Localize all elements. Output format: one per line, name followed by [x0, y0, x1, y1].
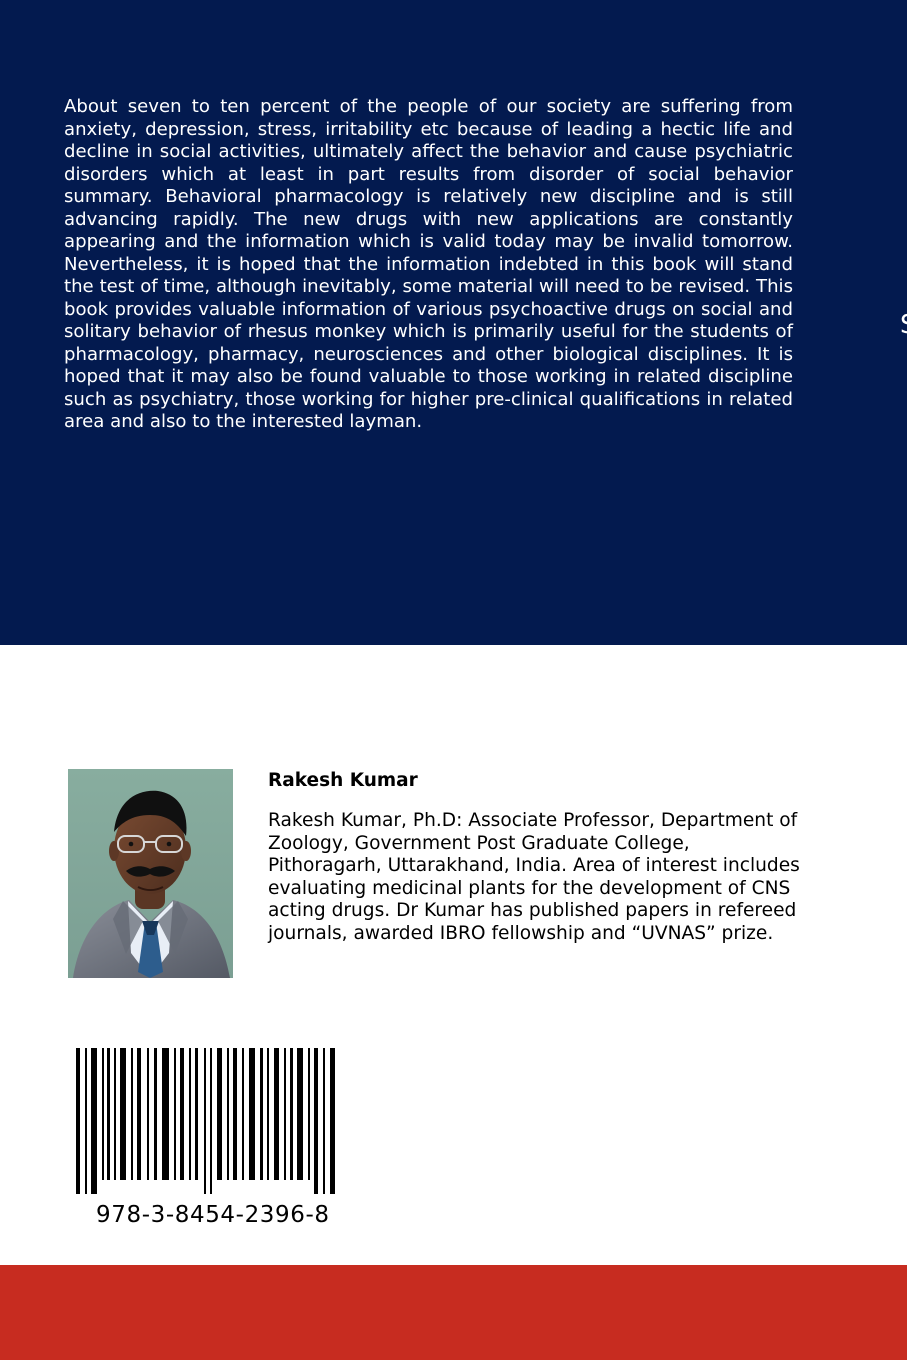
- barcode-bar: [131, 1048, 133, 1180]
- barcode-bar: [227, 1048, 229, 1180]
- barcode-bar: [162, 1048, 169, 1180]
- barcode-bar: [174, 1048, 176, 1180]
- author-biography: Rakesh Kumar, Ph.D: Associate Professor, Department of Zoology, Government Post Graduate College, Pithoragarh, Uttarakhand, India. Area of interest includes evaluating medicinal plants for the development of CNS acting drugs. Dr Kumar has published papers in refereed journals, awarded IBRO fellowship and “UVNAS” prize.: [268, 810, 800, 944]
- barcode-bar: [308, 1048, 310, 1180]
- barcode-bar: [210, 1048, 212, 1194]
- barcode-bar: [330, 1048, 335, 1194]
- book-description: About seven to ten percent of the people of our society are suffering from anxiety, depression, stress, irritability etc because of leading a hectic life and decline in social activities, ultimately affect the behavior and cause psychiatric disorders which at least in part results from disorder of social behavior summary. Behavioral pharmacology is relatively new discipline and is still advancing rapidly. The new drugs with new applications are constantly appearing and the information which is valid today may be invalid tomorrow. Nevertheless, it is hoped that the information indebted in this book will stand the test of time, although inevitably, some material will need to be revised. This book provides valuable information of various psychoactive drugs on social and solitary behavior of rhesus monkey which is primarily useful for the students of pharmacology, pharmacy, neurosciences and other biological disciplines. It is hoped that it may also be found valuable to those working in related discipline such as psychiatry, those working for higher pre-clinical qualifications in related area and also to the interested layman.: [64, 96, 793, 432]
- cropped-spine-letter: S: [900, 310, 917, 340]
- barcode-bar: [85, 1048, 87, 1194]
- barcode-bar: [323, 1048, 325, 1194]
- barcode-bar: [314, 1048, 318, 1194]
- isbn-barcode: [76, 1048, 342, 1194]
- barcode-bar: [154, 1048, 157, 1180]
- bottom-red-band: [0, 1265, 907, 1360]
- author-portrait-illustration: [68, 769, 233, 978]
- isbn-number: 978-3-8454-2396-8: [96, 1202, 330, 1228]
- barcode-bar: [267, 1048, 269, 1180]
- barcode-bar: [189, 1048, 191, 1180]
- barcode-bar: [120, 1048, 126, 1180]
- barcode-bar: [204, 1048, 206, 1194]
- barcode-bar: [76, 1048, 80, 1194]
- barcode-bar: [242, 1048, 244, 1180]
- barcode-bar: [147, 1048, 149, 1180]
- barcode-bar: [91, 1048, 97, 1194]
- barcode-bar: [102, 1048, 104, 1180]
- barcode-bar: [195, 1048, 198, 1180]
- barcode-bar: [290, 1048, 293, 1180]
- barcode-bar: [284, 1048, 286, 1180]
- author-name: Rakesh Kumar: [268, 770, 418, 791]
- barcode-bar: [249, 1048, 255, 1180]
- barcode-bar: [297, 1048, 303, 1180]
- barcode-bars-graphic: [76, 1048, 342, 1194]
- barcode-bar: [274, 1048, 279, 1180]
- back-cover-blue-panel: [0, 0, 917, 645]
- barcode-bar: [233, 1048, 237, 1180]
- barcode-bar: [180, 1048, 184, 1180]
- barcode-bar: [137, 1048, 141, 1180]
- barcode-bar: [217, 1048, 222, 1180]
- barcode-bar: [107, 1048, 110, 1180]
- author-photo: [68, 769, 233, 978]
- barcode-bar: [260, 1048, 263, 1180]
- barcode-bar: [114, 1048, 116, 1180]
